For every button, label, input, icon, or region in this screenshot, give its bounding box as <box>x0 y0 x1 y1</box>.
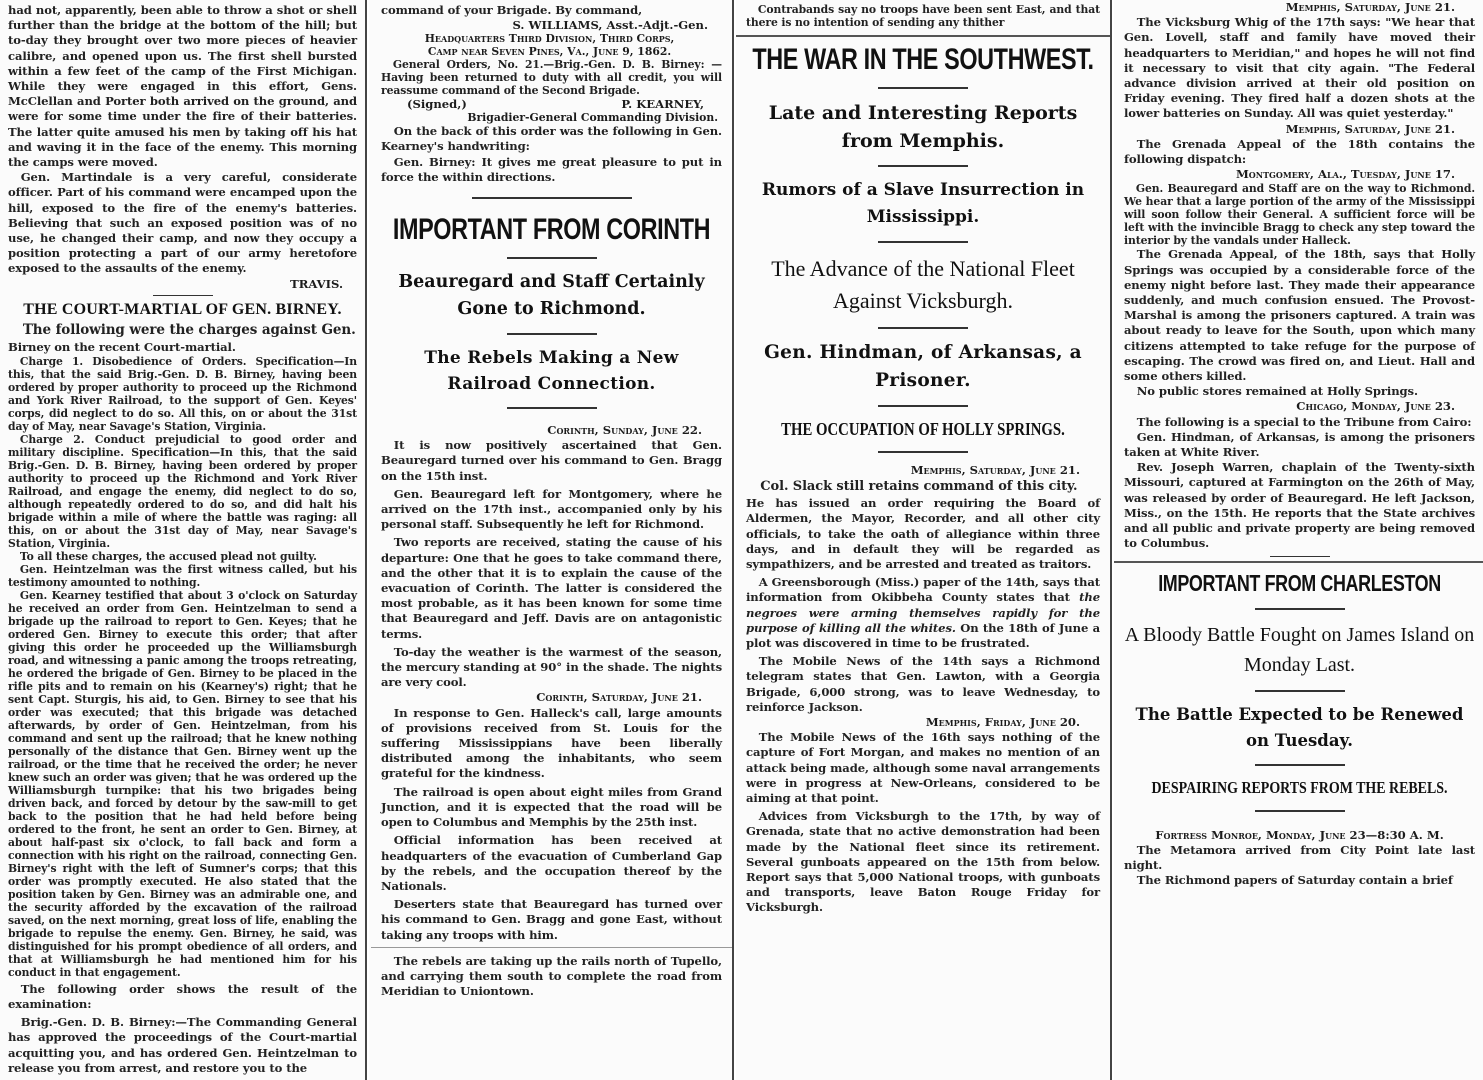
article-paragraph: Advices from Vicksburgh to the 17th, by way of Grenada, state that no active demonstration had been made by the National fleet since its retirement. Several gunboats appeared on the 15th from below. Report says that 5,000 National troops, with gunboats and transports, leave Baton Rouge Friday for Vicksburgh. <box>746 809 1100 915</box>
article-paragraph: To all these charges, the accused plead not guilty. <box>19 549 317 563</box>
article-paragraph: Gen. Beauregard and Staff are on the way to Richmond. We hear that a large portion of the army of the Mississippi will soon follow their General. A sufficient force will be left with the invincible Bragg to check any step toward the interior by the vandals under Halleck. <box>1124 182 1475 248</box>
article-paragraph: The Richmond papers of Saturday contain a brief <box>1136 873 1453 888</box>
divider <box>1270 556 1330 557</box>
text-span: On the 18th of June a plot was discovered in time to be frustrated. <box>746 620 1100 651</box>
article-paragraph: He has issued an order requiring the Board of Aldermen, the Mayor, Recorder, and all other city officials, to take the oath of allegiance within three days, and in default they will be regarded as sympathizers, and be arrested and treated as traitors. <box>746 496 1100 572</box>
subheadline: THE OCCUPATION OF HOLLY SPRINGS. <box>781 419 1065 439</box>
article-paragraph: The following order shows the result of the examination: <box>8 981 357 1012</box>
charge-1: Charge 1. Disobedience of Orders. Specification—In this, that the said Brig.-Gen. D. B. Birney, having been ordered by proper authority to proceed up the Richmond and York River Railroad, to the support of Gen. Keyes' corps, did neglect to do so. All this, on or about the 31st day of May, near Savage's Station, Virginia. <box>8 354 357 433</box>
newspaper-column-2 <box>369 0 734 1080</box>
article-paragraph: Contrabands say no troops have been sent East, and that there is no intention of sending any thither <box>746 3 1100 29</box>
clipping-edge <box>371 947 732 948</box>
article-paragraph: The Vicksburg Whig of the 17th says: "We hear that Gen. Lovell, staff and family have moved their headquarters to Meridian," and hopes he will not find it necessary to visit that city again. "The Federal advance division arrived at their old position on Friday evening. They fired half a dozen shots at the lower batteries on Sunday. All was quiet yesterday." <box>1124 15 1475 121</box>
correspondent-signature: TRAVIS. <box>290 276 343 291</box>
subheadline: Gen. Hindman, of Arkansas, a Prisoner. <box>764 342 1082 391</box>
dateline: Chicago, Monday, June 23. <box>1296 399 1455 414</box>
newspaper-column-4 <box>1114 0 1483 1080</box>
subheadline: The Battle Expected to be Renewed on Tuesday. <box>1135 704 1464 750</box>
divider <box>878 451 968 453</box>
article-paragraph: Two reports are received, stating the cause of his departure: One that he goes to take command there, and the other that it is to explain the cause of the evacuation of Corinth. The latter is considered the most probable, as it has been known for some time that Beauregard and Jeff. Davis are on antagonistic terms. <box>381 535 722 641</box>
subheadline: Beauregard and Staff Certainly Gone to Richmond. <box>398 272 705 320</box>
article-paragraph: Gen. Beauregard left for Montgomery, where he arrived on the 17th inst., accompanied only by his personal staff. Subsequently he left for Richmond. <box>381 486 722 532</box>
article-paragraph: The following is a special to the Tribune from Cairo: <box>1136 414 1472 429</box>
headline-despairing: DESPAIRING REPORTS FROM THE REBELS. <box>1151 777 1448 797</box>
general-orders: General Orders, No. 21.—Brig.-Gen. D. B. Birney: —Having been returned to duty with all credit, you will reassume command of the Second Brigade. <box>381 58 722 98</box>
article-paragraph: To-day the weather is the warmest of the season, the mercury standing at 90° in the shade. The nights are very cool. <box>381 644 722 690</box>
article-paragraph: The railroad is open about eight miles from Grand Junction, and it is expected that the road will be open to Columbus and Memphis by the 25th inst. <box>381 784 722 830</box>
divider <box>1255 810 1345 812</box>
divider <box>507 333 597 335</box>
kearney-testimony: Gen. Kearney testified that about 3 o'clock on Saturday he received an order from Gen. Heintzelman to send a brigade up the railroad to report to Gen. Keyes; that he ordered Gen. Birney to execute this order; that after giving this order he proceeded up the Williamsburgh road, and witnessing a panic among the troops retreating, he ordered the brigade of Gen. Birney to be placed in the rifle pits and to remain on his (Kearney's) right; that he sent Capt. Sturgis, his aid, to Gen. Birney to see that his order was executed; that this brigade was detached afterwards, by order of Gen. Heintzelman, from his command and sent up the railroad; that he knew nothing personally of the distance that Gen. Birney went up the railroad, or the time that he received the order; he never knew such an order was given; that he was ordered up the Williamsburgh turnpike: that his two brigades being driven back, and forced by detour by the saw-mill to get back to the position that he had held before being ordered to the front, he sent an order to Gen. Birney, at about half-past six o'clock, to fall back and form a connection with his right on the railroad, connecting Gen. Birney's right with the left of Sumner's corps; that this order was promptly executed. He also stated that the position taken by Gen. Birney was an admirable one, and the security afforded by the excavation of the railroad saved, on the next morning, great loss of life, enabling the brigade to repulse the enemy. Gen. Birney, he said, was distinguished for his prompt obedience of all orders, and that at Williamsburgh he had mentioned him for his conduct in that engagement. <box>8 588 357 979</box>
headline-corinth: IMPORTANT FROM CORINTH <box>392 213 711 247</box>
subheadline: Rumors of a Slave Insurrection in Mississippi. <box>761 180 1085 227</box>
subheadline: Late and Interesting Reports from Memphis. <box>768 102 1078 152</box>
divider <box>878 327 968 329</box>
newspaper-column-3 <box>736 0 1112 1080</box>
article-paragraph: No public stores remained at Holly Springs. <box>1136 384 1418 399</box>
article-paragraph: The Mobile News of the 16th says nothing of the capture of Fort Morgan, and makes no mention of an attack being made, although some naval arrangements were in progress at New-Orleans, considered to be aiming at that point. <box>746 730 1100 806</box>
dateline: Memphis, Saturday, June 21. <box>910 463 1080 477</box>
article-paragraph: Birney on the recent Court-martial. <box>8 339 236 354</box>
article-paragraph: The Grenada Appeal of the 18th contains the following dispatch: <box>1124 136 1475 167</box>
divider <box>878 165 968 167</box>
headline-court-martial: THE COURT-MARTIAL OF GEN. BIRNEY. <box>23 300 342 318</box>
article-paragraph: Gen. Heintzelman was the first witness called, but his testimony amounted to nothing. <box>8 562 357 589</box>
headquarters-line: Headquarters Third Division, Third Corps, <box>424 32 675 46</box>
article-paragraph <box>746 575 1100 651</box>
subheadline: The Rebels Making a New Railroad Connection. <box>424 348 679 395</box>
article-paragraph: It is now positively ascertained that Gen. Beauregard turned over his command to Gen. Bragg on the 15th inst. <box>381 438 722 483</box>
dateline: Montgomery, Ala., Tuesday, June 17. <box>1235 167 1455 182</box>
signature-row <box>381 97 722 111</box>
divider <box>507 407 597 409</box>
article-paragraph: Gen. Hindman, of Arkansas, is among the prisoners taken at White River. <box>1124 429 1475 460</box>
divider <box>472 197 632 199</box>
headline-southwest: THE WAR IN THE SOUTHWEST. <box>752 43 1094 76</box>
charge-2: Charge 2. Conduct prejudicial to good order and military discipline. Specification—In this, that the said Brig.-Gen. D. B. Birney, having been ordered by proper authority to proceed up the Richmond and York River Railroad, and engage the enemy, did neglect to do so, although repeatedly ordered to do so, and did halt his brigade within a mile of where the battle was raging: all this, on or about the 31st day of May, near Savage's Station, Virginia. <box>8 432 357 550</box>
article-paragraph: Col. Slack still retains command of this city. <box>760 479 1078 495</box>
article-paragraph: Deserters state that Beauregard has turned over his command to Gen. Bragg and gone East, without taking any troops with him. <box>381 897 722 942</box>
subheadline: The Advance of the National Fleet Against Vicksburgh. <box>771 256 1075 313</box>
kearney-signature: P. KEARNEY, <box>621 97 704 112</box>
divider <box>1255 608 1345 610</box>
divider <box>1255 764 1345 766</box>
article-paragraph: The Grenada Appeal, of the 18th, says that Holly Springs was occupied by a considerable force of the enemy night before last. They made their appearance suddenly, and much confusion ensued. The Provost-Marshal is among the prisoners captured. A train was about ready to leave for the South, upon which many citizens attempted to take refuge for the purpose of escaping. The crowd was fired on, and Lieut. Hall and some others killed. <box>1124 247 1475 384</box>
article-paragraph: The following were the charges against Gen. <box>22 321 356 338</box>
article-paragraph: Gen. Martindale is a very careful, considerate officer. Part of his command were encamped upon the hill, exposed to the fire of the enemy's batteries. Believing that such an exposed position was of no use, he changed their camp, and now they occupy a position protecting a part of our army heretofore exposed to the assaults of the enemy. <box>8 170 357 276</box>
dateline: Memphis, Saturday, June 21. <box>1285 121 1455 136</box>
divider <box>507 257 597 259</box>
headquarters-line: Camp near Seven Pines, Va., June 9, 1862. <box>427 45 672 59</box>
dateline: Memphis, Friday, June 20. <box>925 715 1080 730</box>
divider <box>878 405 968 407</box>
article-paragraph: The Metamora arrived from City Point late last night. <box>1124 842 1475 872</box>
article-paragraph: In response to Gen. Halleck's call, large amounts of provisions received from St. Louis for the suffering Mississippians have been liberally distributed among the inhabitants, who seem grateful for the kindness. <box>381 705 722 781</box>
article-paragraph: The rebels are taking up the rails north of Tupello, and carrying them south to complete the road from Meridian to Uniontown. <box>381 953 722 999</box>
article-paragraph: Gen. Birney: It gives me great pleasure to put in force the within directions. <box>381 154 722 184</box>
divider <box>878 241 968 243</box>
newspaper-column-1 <box>0 0 367 1080</box>
dateline: Corinth, Saturday, June 21. <box>536 690 702 705</box>
article-paragraph: Official information has been received at headquarters of the evacuation of Cumberland Gap by the rebels, and the occupation thereof by the Nationals. <box>381 833 722 893</box>
article-paragraph: command of your Brigade. By command, <box>381 3 643 17</box>
williams-signature: S. WILLIAMS, Asst.-Adjt.-Gen. <box>512 18 708 33</box>
subheadline: A Bloody Battle Fought on James Island on Monday Last. <box>1124 623 1475 676</box>
text-span: A Greensborough (Miss.) paper of the 14th, says that information from Okibbeha County states that <box>746 575 1100 605</box>
dateline: Corinth, Sunday, June 22. <box>547 423 702 438</box>
divider <box>878 87 968 89</box>
acquittal-order: Brig.-Gen. D. B. Birney:—The Commanding General has approved the proceedings of the Court-martial acquitting you, and has ordered Gen. Heintzelman to release you from arrest, and restore you to the <box>8 1015 357 1075</box>
article-paragraph: The Mobile News of the 14th says a Richmond telegram states that Gen. Lawton, with a Georgia Brigade, 6,000 strong, was to leave Wednesday, to reinforce Jackson. <box>746 654 1100 714</box>
signed-label: (Signed,) <box>407 97 467 112</box>
kearney-title: Brigadier-General Commanding Division. <box>467 111 718 125</box>
headline-charleston: IMPORTANT FROM CHARLESTON <box>1158 569 1441 596</box>
dateline: Memphis, Saturday, June 21. <box>1285 0 1455 14</box>
clipping-edge <box>736 35 1110 37</box>
article-paragraph: Rev. Joseph Warren, chaplain of the Twenty-sixth Missouri, captured at Farmington on the 26th of May, was released by order of Beauregard. He left Jackson, Miss., on the 15th. He reports that the State archives and all public and private property are being removed to Columbus. <box>1124 460 1475 551</box>
article-paragraph: On the back of this order was the following in Gen. Kearney's handwriting: <box>381 124 722 154</box>
article-paragraph: had not, apparently, been able to throw a shot or shell further than the bridge at the bottom of the hill; but to-day they brought over two more pieces of heavier calibre, and opened upon us. The first shell bursted within a few feet of the camp of the First Michigan. While they were engaged in this effort, Gens. McClellan and Porter both arrived on the ground, and were for some time under the fire of their batteries. The latter quite amused his men by taking off his hat and waving it in the face of the enemy. This morning the camps were moved. <box>8 3 357 170</box>
dateline: Fortress Monroe, Monday, June 23—8:30 A. M. <box>1155 827 1444 842</box>
clipping-edge <box>1114 561 1483 563</box>
italic-quote: the negroes were arming themselves rapidly for the purpose of killing all the whites. <box>746 590 1100 635</box>
divider <box>153 295 213 296</box>
divider <box>1255 690 1345 692</box>
